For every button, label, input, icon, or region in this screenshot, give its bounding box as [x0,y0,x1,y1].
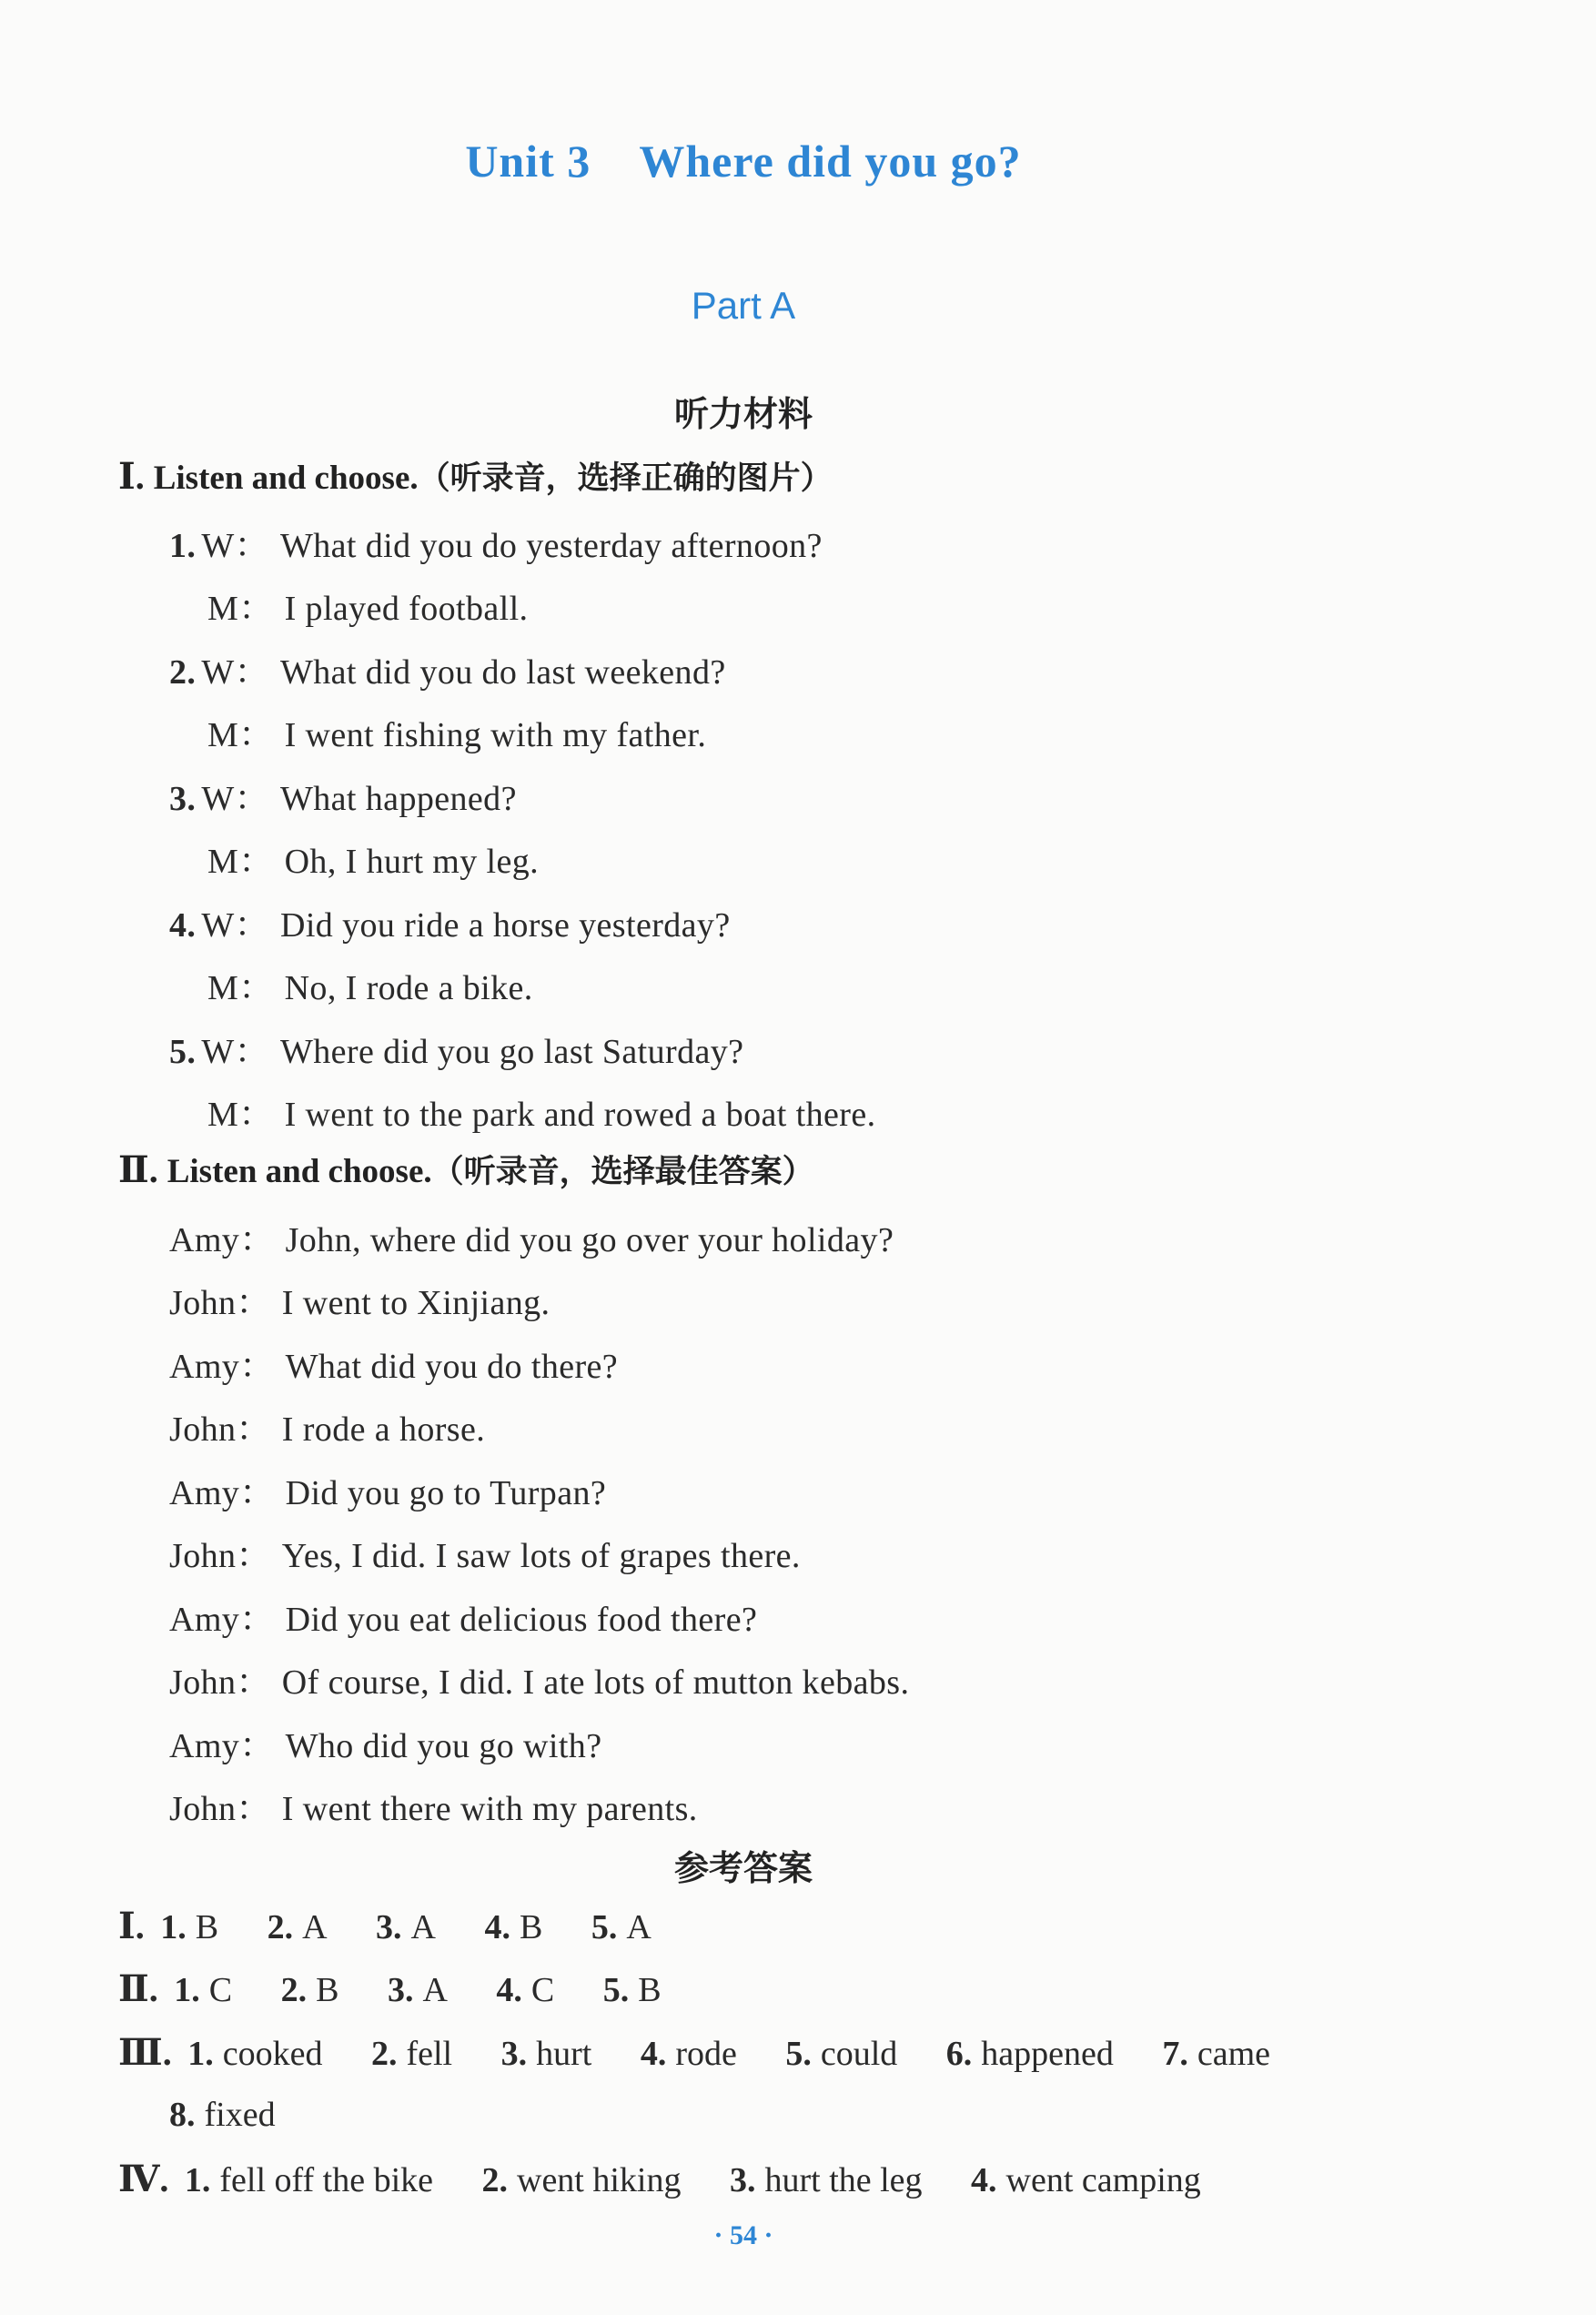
answer-item [388,1971,448,2009]
utterance: Of course, I did. I ate lots of mutton kebabs. [281,1663,910,1702]
dialog-3-line-1 [169,770,517,820]
utterance: I went to the park and rowed a boat there. [284,1096,876,1134]
answer-number: 1. [184,2161,211,2199]
dialog-number: 5. [169,1033,197,1071]
answer-number: 2. [280,1971,308,2009]
utterance: Oh, I hurt my leg. [284,843,540,881]
utterance: I played football. [284,590,529,628]
answer-roman: Ⅰ. [118,1906,145,1946]
answer-row-1 [118,1905,692,1947]
utterance: I rode a horse. [281,1410,486,1449]
answer-value: C [208,1971,233,2009]
conversation-line [169,1653,909,1703]
dialog-number: 2. [169,653,197,692]
answer-number: 5. [785,2035,812,2073]
speaker: W： [201,780,269,818]
answer-number: 6. [945,2035,973,2073]
answer-item [496,1971,554,2009]
dialog-3-line-2 [207,833,539,883]
answer-value: B [316,1971,339,2009]
answer-number: 1. [187,2035,214,2073]
unit-title: Unit 3 Where did you go? [465,136,1022,187]
speaker: W： [201,906,269,945]
section-2-title [118,1147,814,1192]
speaker: John： [169,1537,271,1575]
answer-row-2 [118,1967,702,2010]
answer-number: 4. [640,2035,667,2073]
utterance: What did you do there? [285,1348,619,1386]
answer-number: 2. [370,2035,398,2073]
answer-value: could [820,2035,898,2073]
answer-value: A [422,1971,448,2009]
utterance: What did you do last weekend? [279,653,726,692]
answer-value: came [1197,2035,1271,2073]
utterance: What did you do yesterday afternoon? [279,527,823,565]
utterance: Yes, I did. I saw lots of grapes there. [281,1537,801,1575]
answers-heading: 参考答案 [673,1848,813,1888]
answer-value: A [302,1908,328,1946]
answer-value: hurt the leg [764,2161,923,2199]
answer-item [187,2035,322,2073]
answer-item [376,1908,436,1946]
answer-value: rode [675,2035,737,2073]
listening-heading: 听力材料 [673,394,813,434]
utterance: Did you ride a horse yesterday? [279,906,731,945]
utterance: No, I rode a bike. [284,969,533,1007]
section-1-title [118,453,833,499]
answer-number: 3. [376,1908,402,1946]
speaker: W： [201,653,269,692]
utterance: Who did you go with? [285,1727,602,1765]
answer-item [501,2035,592,2073]
speaker: M： [207,843,274,881]
dialog-4-line-2 [207,959,533,1009]
answer-value: B [638,1971,662,2009]
utterance: I went to Xinjiang. [281,1284,551,1322]
conversation-line [169,1780,698,1830]
answer-item [185,2161,433,2199]
answer-item [174,1971,232,2009]
answer-item [482,2161,682,2199]
answer-row-3 [118,2031,1310,2074]
speaker: John： [169,1663,271,1702]
speaker: Amy： [169,1348,275,1386]
utterance: Did you eat delicious food there? [285,1601,758,1639]
answer-item [484,1908,542,1946]
answer-value: happened [981,2035,1114,2073]
dialog-1-line-1 [169,517,823,567]
answer-number: 7. [1162,2035,1188,2073]
section-1-title-zh: （听录音，选择正确的图片） [418,460,833,497]
answer-number: 8. [169,2096,196,2134]
part-title: Part A [691,284,796,327]
answer-row-3-continued [169,2095,316,2135]
answer-item [946,2035,1114,2073]
conversation-line [169,1527,801,1577]
answer-roman: Ⅲ. [118,2032,172,2073]
dialog-5-line-1 [169,1023,743,1073]
answer-item [1162,2035,1270,2073]
answer-item [281,1971,339,2009]
answer-number: 1. [174,1971,200,2009]
answer-value: fixed [204,2096,276,2134]
answer-value: B [519,1908,543,1946]
utterance: Where did you go last Saturday? [279,1033,744,1071]
dialog-2-line-1 [169,643,726,693]
section-2-title-en: Listen and choose. [167,1153,432,1190]
dialog-number: 3. [169,780,197,818]
speaker: Amy： [169,1727,275,1765]
speaker: Amy： [169,1474,275,1512]
answer-number: 3. [729,2161,756,2199]
speaker: M： [207,716,274,754]
answer-value: fell off the bike [219,2161,433,2199]
answer-number: 4. [496,1971,522,2009]
answer-item [730,2161,923,2199]
dialog-1-line-2 [207,580,528,630]
section-2-title-zh: （听录音，选择最佳答案） [431,1154,814,1190]
utterance: Did you go to Turpan? [285,1474,607,1512]
answer-item [160,1908,218,1946]
answer-item [785,2035,897,2073]
speaker: M： [207,1096,274,1134]
answer-item [641,2035,737,2073]
section-2-roman: Ⅱ. [118,1149,158,1190]
answer-item [603,1971,662,2009]
answer-item [169,2096,276,2134]
dialog-number: 1. [169,527,197,565]
answer-item [371,2035,452,2073]
dialog-5-line-2 [207,1086,875,1136]
conversation-line [169,1400,485,1451]
speaker: John： [169,1410,271,1449]
utterance: I went there with my parents. [281,1790,698,1828]
answer-number: 3. [500,2035,528,2073]
dialog-2-line-2 [207,706,706,756]
answer-item [971,2161,1201,2199]
answer-value: C [530,1971,555,2009]
answer-number: 5. [591,1908,618,1946]
conversation-line [169,1717,601,1767]
section-1-title-en: Listen and choose. [153,460,419,497]
speaker: John： [169,1790,271,1828]
answer-item [268,1908,328,1946]
speaker: Amy： [169,1221,275,1259]
speaker: W： [201,1033,269,1071]
conversation-line [169,1464,606,1514]
answer-number: 2. [481,2161,508,2199]
utterance: What happened? [279,780,517,818]
conversation-line [169,1591,757,1641]
speaker: M： [207,590,274,628]
answer-number: 3. [387,1971,414,2009]
speaker: M： [207,969,274,1007]
answer-value: A [626,1908,652,1946]
conversation-line [169,1211,894,1261]
answer-number: 4. [971,2161,997,2199]
section-1-roman: Ⅰ. [118,456,145,497]
dialog-number: 4. [169,906,197,945]
answer-value: B [195,1908,219,1946]
answer-item [591,1908,652,1946]
answer-value: cooked [222,2035,323,2073]
answer-number: 2. [267,1908,294,1946]
answer-value: hurt [536,2035,592,2073]
answer-number: 5. [602,1971,630,2009]
dialog-4-line-1 [169,896,731,946]
answer-value: fell [406,2035,453,2073]
answer-number: 1. [160,1908,187,1946]
answer-roman: Ⅳ. [118,2158,169,2199]
answer-number: 4. [484,1908,510,1946]
speaker: Amy： [169,1601,275,1639]
utterance: John, where did you go over your holiday? [285,1221,894,1259]
conversation-line [169,1274,550,1324]
answer-value: went camping [1005,2161,1201,2199]
answer-value: went hiking [517,2161,682,2199]
answer-row-4 [118,2158,1241,2200]
conversation-line [169,1338,618,1388]
speaker: W： [201,527,269,565]
page-number: · 54 · [713,2220,773,2250]
answer-roman: Ⅱ. [118,1968,158,2009]
answer-value: A [410,1908,436,1946]
speaker: John： [169,1284,271,1322]
utterance: I went fishing with my father. [284,716,707,754]
